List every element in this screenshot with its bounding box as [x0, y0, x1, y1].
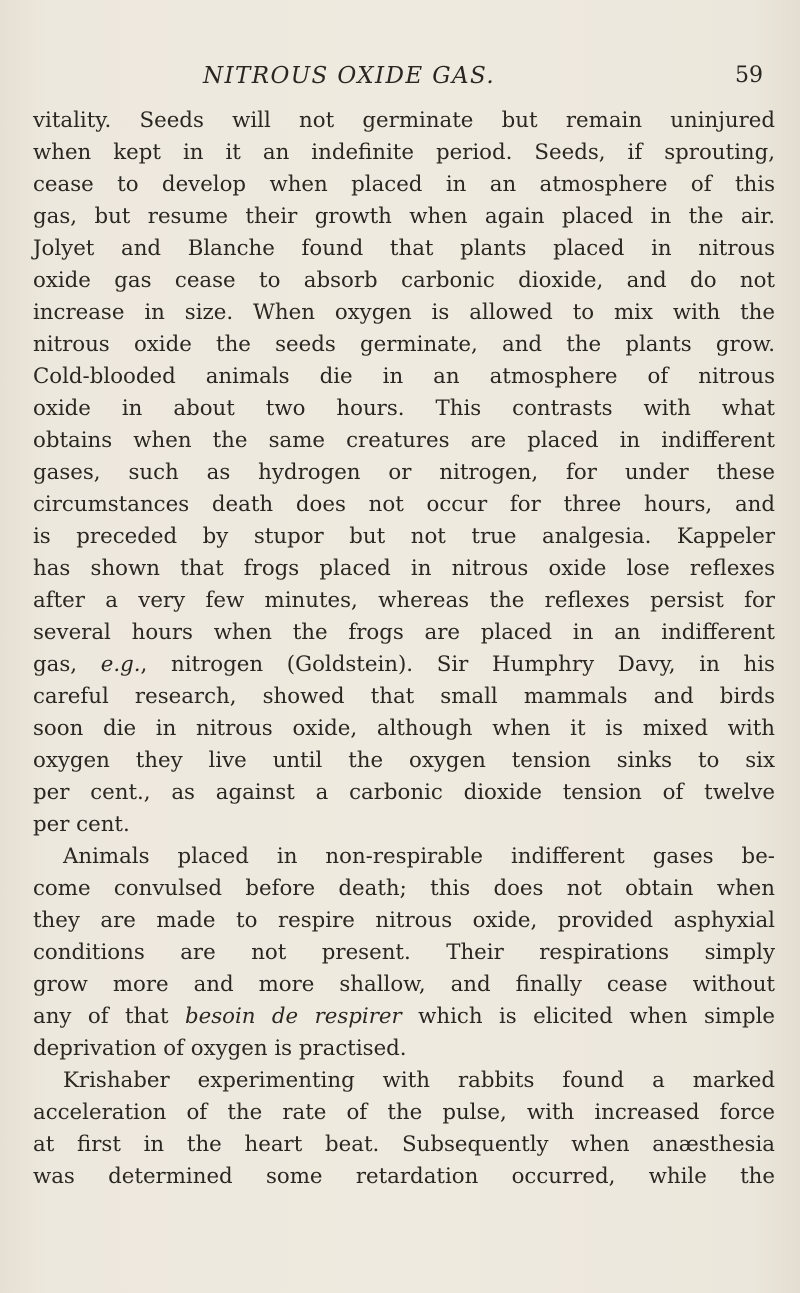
- text-line: gas, but resume their growth when again placed in the air.: [33, 204, 775, 229]
- text-line: is preceded by stupor but not true analgesia. Kappeler: [33, 524, 775, 549]
- text-line: Krishaber experimenting with rabbits found a marked: [63, 1068, 775, 1093]
- text-line: obtains when the same creatures are placed in indifferent: [33, 428, 775, 453]
- italic-phrase: e.g.: [100, 652, 141, 677]
- text-line: per cent.: [33, 812, 130, 837]
- text-line: Cold-blooded animals die in an atmosphere of nitrous: [33, 364, 775, 389]
- running-head: [0, 61, 800, 91]
- text-line: Jolyet and Blanche found that plants placed in nitrous: [33, 236, 775, 261]
- italic-phrase: besoin de respirer: [184, 1004, 402, 1029]
- text-line: nitrous oxide the seeds germinate, and the plants grow.: [33, 332, 775, 357]
- text-line: careful research, showed that small mammals and birds: [33, 684, 775, 709]
- text-line: oxide in about two hours. This contrasts with what: [33, 396, 775, 421]
- text-line: circumstances death does not occur for three hours, and: [33, 492, 775, 517]
- text-line: increase in size. When oxygen is allowed to mix with the: [33, 300, 775, 325]
- body-text: [33, 105, 775, 1193]
- text-line: deprivation of oxygen is practised.: [33, 1036, 407, 1061]
- text-line: Animals placed in non-respirable indifferent gases be-: [63, 844, 775, 869]
- text-line: cease to develop when placed in an atmosphere of this: [33, 172, 775, 197]
- text-line: gases, such as hydrogen or nitrogen, for under these: [33, 460, 775, 485]
- page-number: 59: [735, 63, 763, 88]
- text-line: acceleration of the rate of the pulse, with increased force: [33, 1100, 775, 1125]
- text-line: soon die in nitrous oxide, although when it is mixed with: [33, 716, 775, 741]
- text-line: oxide gas cease to absorb carbonic dioxide, and do not: [33, 268, 775, 293]
- text-line: at first in the heart beat. Subsequently when anæsthesia: [33, 1132, 775, 1157]
- text-line: grow more and more shallow, and finally cease without: [33, 972, 775, 997]
- text-line: after a very few minutes, whereas the reflexes persist for: [33, 588, 775, 613]
- text-line: gas, e.g., nitrogen (Goldstein). Sir Humphry Davy, in his: [33, 652, 775, 677]
- text-line: when kept in it an indefinite period. Seeds, if sprouting,: [33, 140, 775, 165]
- running-title: NITROUS OXIDE GAS.: [203, 63, 496, 89]
- text-line: vitality. Seeds will not germinate but remain uninjured: [33, 108, 775, 133]
- text-line: several hours when the frogs are placed in an indifferent: [33, 620, 775, 645]
- text-line: per cent., as against a carbonic dioxide tension of twelve: [33, 780, 775, 805]
- text-line: was determined some retardation occurred, while the: [33, 1164, 775, 1189]
- text-line: any of that besoin de respirer which is elicited when simple: [33, 1004, 775, 1029]
- text-line: has shown that frogs placed in nitrous oxide lose reflexes: [33, 556, 775, 581]
- text-line: they are made to respire nitrous oxide, provided asphyxial: [33, 908, 775, 933]
- text-line: conditions are not present. Their respirations simply: [33, 940, 775, 965]
- text-line: oxygen they live until the oxygen tension sinks to six: [33, 748, 775, 773]
- text-line: come convulsed before death; this does not obtain when: [33, 876, 775, 901]
